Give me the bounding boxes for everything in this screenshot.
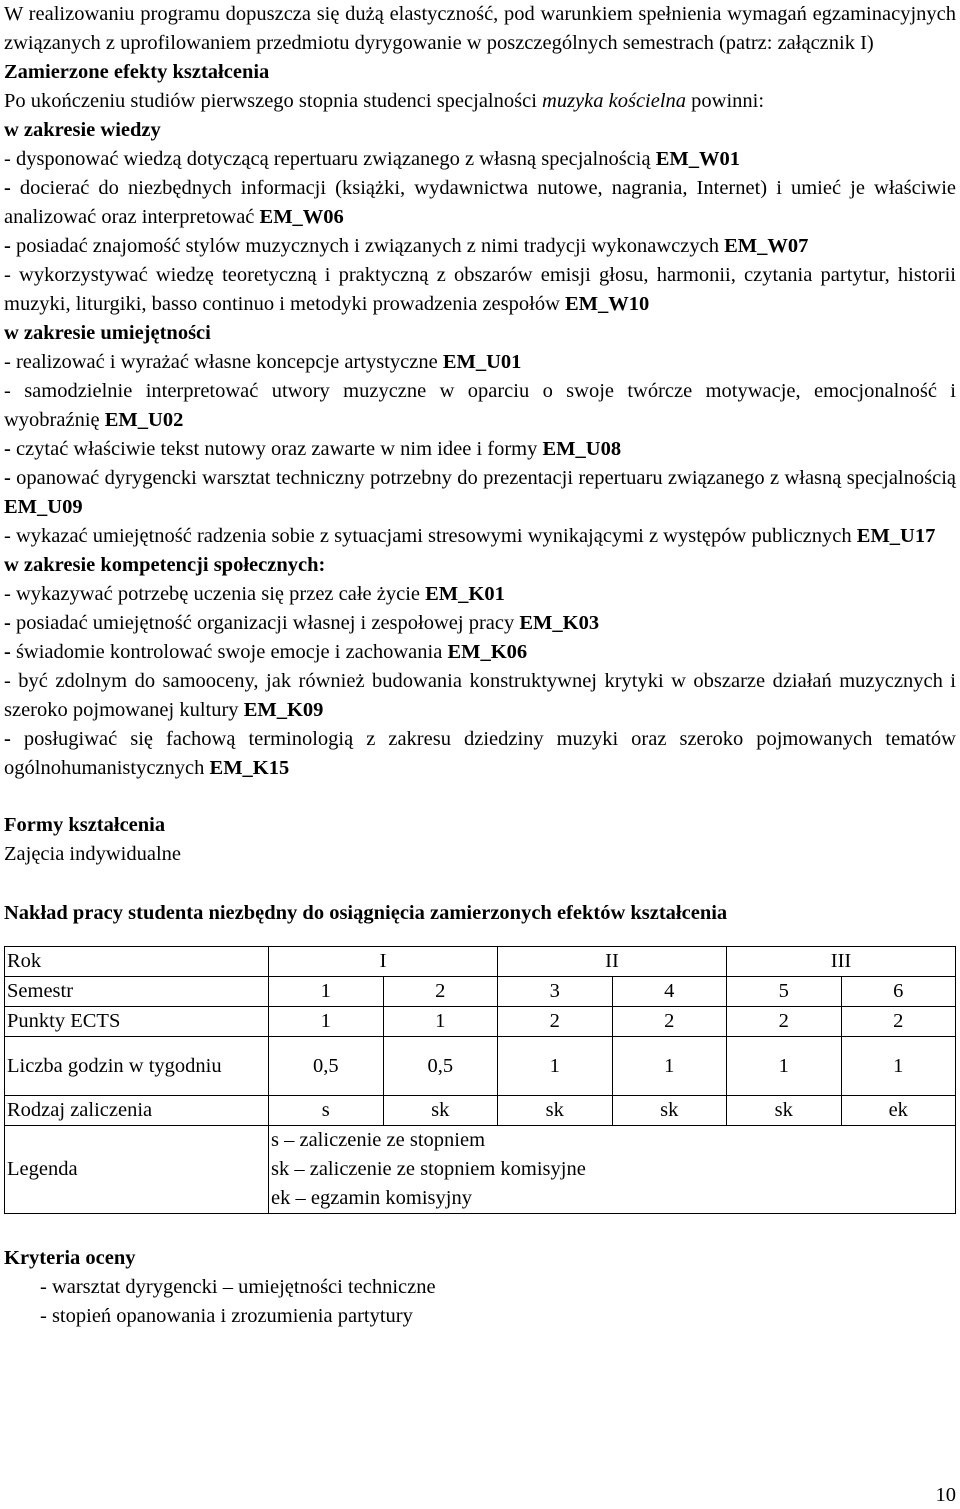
outcome-code: EM_W01 [655, 148, 740, 170]
list-item: - stopień opanowania i zrozumienia partytury [40, 1305, 413, 1327]
item-dash: - [4, 728, 24, 750]
item-dash: - [4, 612, 16, 634]
skills-list [4, 348, 956, 551]
criteria-list [4, 1273, 956, 1331]
credit-label: Rodzaj zaliczenia [5, 1096, 269, 1126]
outcome-code: EM_U09 [4, 496, 83, 518]
outcomes-heading: Zamierzone efekty kształcenia [4, 61, 270, 83]
specialty-name: muzyka kościelna [542, 90, 687, 112]
semester-cell: 2 [383, 977, 498, 1007]
outcome-code: EM_W06 [259, 206, 344, 228]
credit-cell: sk [727, 1096, 842, 1126]
social-list [4, 580, 956, 783]
hours-label: Liczba godzin w tygodniu [5, 1037, 269, 1096]
outcome-code: EM_W07 [724, 235, 809, 257]
outcomes-lead-start: Po ukończeniu studiów pierwszego stopnia studenci specjalności [4, 90, 543, 112]
document-page [4, 0, 956, 1331]
list-item [4, 435, 956, 464]
year-cell: III [727, 947, 956, 977]
outcome-code: EM_K06 [447, 641, 528, 663]
spacer [4, 783, 956, 811]
item-dash: - [4, 380, 25, 402]
spacer [4, 1214, 956, 1244]
criteria-heading: Kryteria oceny [4, 1247, 136, 1269]
item-dash: - [4, 148, 16, 170]
item-text: samodzielnie interpretować utwory muzyczne w oparciu o swoje twórcze motywacje, emocjonalność i wyobraźnię [4, 380, 956, 431]
intro-paragraph: W realizowaniu programu dopuszcza się dużą elastyczność, pod warunkiem spełnienia wymagań egzaminacyjnych związanych z uprofilowaniem przedmiotu dyrygowanie w poszczególnych semestrach (patrz: załącznik I) [4, 3, 956, 54]
item-text: wykazywać potrzebę uczenia się przez całe życie [15, 583, 426, 605]
forms-text: Zajęcia indywidualne [4, 843, 182, 865]
item-dash: - [4, 264, 20, 286]
outcome-code: EM_U17 [856, 525, 936, 547]
ects-table [4, 946, 956, 1214]
credit-cell: ek [841, 1096, 956, 1126]
table-row [5, 947, 956, 977]
list-item [4, 145, 956, 174]
item-text: posługiwać się fachową terminologią z zakresu dziedziny muzyki oraz szeroko pojmowanych tematów ogólnohumanistycznych [4, 728, 956, 779]
forms-heading: Formy kształcenia [4, 814, 166, 836]
legend-entry: sk – zaliczenie ze stopniem komisyjne [271, 1158, 586, 1180]
legend-entry: ek – egzamin komisyjny [271, 1187, 472, 1209]
credit-cell: sk [612, 1096, 727, 1126]
workload-heading: Nakład pracy studenta niezbędny do osiągnięcia zamierzonych efektów kształcenia [4, 902, 728, 924]
outcome-code: EM_U02 [104, 409, 184, 431]
semester-cell: 5 [727, 977, 842, 1007]
ects-cell: 1 [269, 1007, 384, 1037]
item-dash: - [4, 438, 16, 460]
social-heading: w zakresie kompetencji społecznych: [4, 554, 326, 576]
semester-cell: 4 [612, 977, 727, 1007]
outcome-code: EM_W10 [565, 293, 650, 315]
item-text: być zdolnym do samooceny, jak również budowania konstruktywnej krytyki w obszarze działań muzycznych i szeroko pojmowanej kultury [4, 670, 956, 721]
hours-cell: 1 [727, 1037, 842, 1096]
outcomes-lead [4, 87, 956, 116]
page-number: 10 [935, 1484, 956, 1506]
list-item [4, 174, 956, 232]
ects-cell: 2 [612, 1007, 727, 1037]
table-row [5, 977, 956, 1007]
item-text: opanować dyrygencki warsztat techniczny potrzebny do prezentacji repertuaru związanego z własną specjalnością [16, 467, 956, 489]
hours-cell: 1 [498, 1037, 613, 1096]
outcome-code: EM_K01 [425, 583, 505, 605]
list-item [4, 261, 956, 319]
legend-entry: s – zaliczenie ze stopniem [271, 1129, 486, 1151]
list-item [4, 725, 956, 783]
item-dash: - [4, 177, 20, 199]
year-cell: I [269, 947, 498, 977]
list-item [4, 580, 956, 609]
list-item [4, 522, 956, 551]
item-text: realizować i wyrażać własne koncepcje artystyczne [15, 351, 443, 373]
spacer [4, 869, 956, 899]
item-dash: - [4, 670, 19, 692]
item-dash: - [4, 525, 16, 547]
list-item [4, 667, 956, 725]
item-dash: - [4, 467, 17, 489]
item-dash: - [4, 583, 16, 605]
ects-cell: 2 [727, 1007, 842, 1037]
item-text: posiadać umiejętność organizacji własnej i zespołowej pracy [15, 612, 520, 634]
item-dash: - [4, 235, 16, 257]
ects-cell: 2 [841, 1007, 956, 1037]
item-text: docierać do niezbędnych informacji (książki, wydawnictwa nutowe, nagrania, Internet) i umieć je właściwie analizować oraz interpretować [4, 177, 957, 228]
hours-cell: 1 [841, 1037, 956, 1096]
list-item [4, 377, 956, 435]
item-text: czytać właściwie tekst nutowy oraz zawarte w nim idee i formy [15, 438, 543, 460]
item-text: wykazać umiejętność radzenia sobie z sytuacjami stresowymi wynikającymi z występów publicznych [15, 525, 857, 547]
list-item [4, 232, 956, 261]
skills-heading: w zakresie umiejętności [4, 322, 211, 344]
credit-cell: sk [498, 1096, 613, 1126]
hours-cell: 1 [612, 1037, 727, 1096]
table-row [5, 1096, 956, 1126]
item-text: świadomie kontrolować swoje emocje i zachowania [15, 641, 448, 663]
legend-label: Legenda [5, 1126, 269, 1214]
semester-cell: 6 [841, 977, 956, 1007]
list-item [4, 464, 956, 522]
ects-cell: 1 [383, 1007, 498, 1037]
outcome-code: EM_K03 [519, 612, 600, 634]
credit-cell: sk [383, 1096, 498, 1126]
list-item [4, 609, 956, 638]
semester-cell: 3 [498, 977, 613, 1007]
outcome-code: EM_K15 [209, 757, 290, 779]
item-dash: - [4, 641, 16, 663]
hours-cell: 0,5 [383, 1037, 498, 1096]
year-cell: II [498, 947, 727, 977]
table-row [5, 1037, 956, 1096]
ects-label: Punkty ECTS [5, 1007, 269, 1037]
semester-label: Semestr [5, 977, 269, 1007]
table-row [5, 1007, 956, 1037]
knowledge-heading: w zakresie wiedzy [4, 119, 161, 141]
outcome-code: EM_U01 [442, 351, 522, 373]
table-row [5, 1126, 956, 1214]
legend-cell [269, 1126, 956, 1214]
outcome-code: EM_U08 [542, 438, 622, 460]
outcome-code: EM_K09 [243, 699, 324, 721]
item-text: posiadać znajomość stylów muzycznych i związanych z nimi tradycji wykonawczych [15, 235, 725, 257]
knowledge-list [4, 145, 956, 319]
credit-cell: s [269, 1096, 384, 1126]
list-item [4, 638, 956, 667]
outcomes-lead-end: powinni: [686, 90, 765, 112]
item-text: wykorzystywać wiedzę teoretyczną i praktyczną z obszarów emisji głosu, harmonii, czytania partytur, historii muzyki, liturgiki, basso continuo i metodyki prowadzenia zespołów [4, 264, 956, 315]
list-item [4, 348, 956, 377]
item-dash: - [4, 351, 16, 373]
year-label: Rok [5, 947, 269, 977]
ects-cell: 2 [498, 1007, 613, 1037]
item-text: dysponować wiedzą dotyczącą repertuaru związanego z własną specjalnością [15, 148, 656, 170]
hours-cell: 0,5 [269, 1037, 384, 1096]
list-item: - warsztat dyrygencki – umiejętności techniczne [40, 1276, 436, 1298]
semester-cell: 1 [269, 977, 384, 1007]
